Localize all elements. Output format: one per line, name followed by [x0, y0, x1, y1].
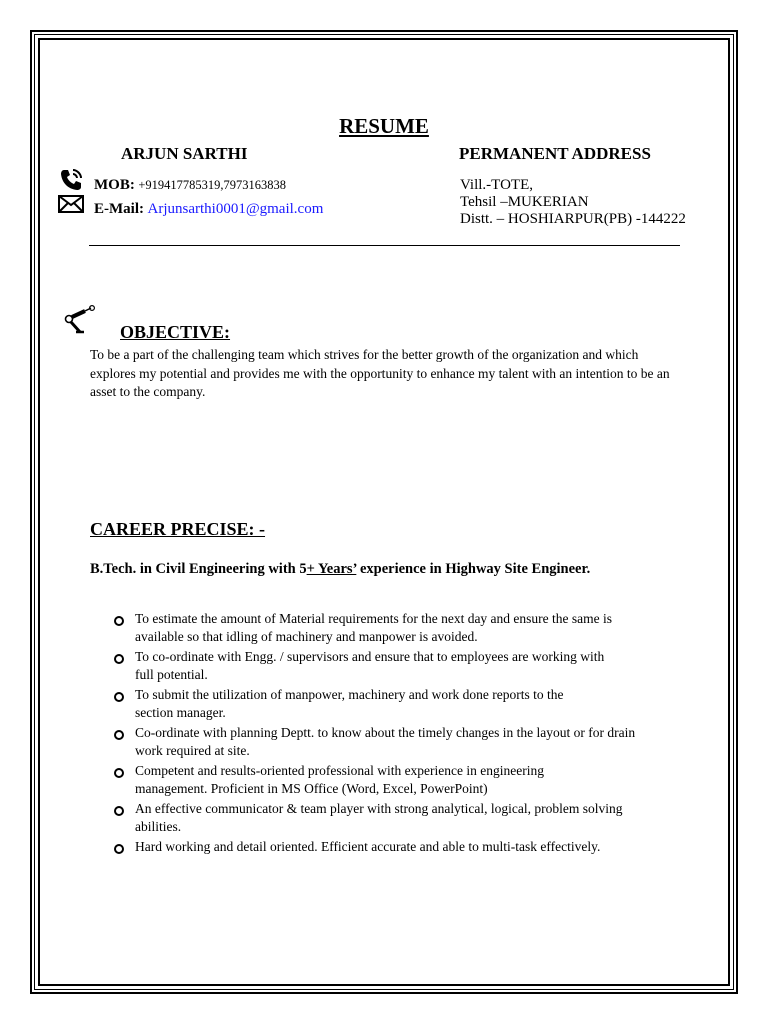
bullet-marker [114, 768, 124, 778]
mobile-value: +919417785319,7973163838 [138, 178, 287, 192]
address-line-2: Tehsil –MUKERIAN [460, 194, 589, 210]
list-item: Hard working and detail oriented. Efficient accurate and able to multi-task effectively. [135, 839, 601, 854]
bullet-marker [114, 654, 124, 664]
header-divider [89, 245, 680, 246]
mobile-line [94, 177, 286, 194]
address-line-1: Vill.-TOTE, [460, 177, 533, 193]
candidate-name: ARJUN SARTHI [121, 144, 248, 163]
career-summary-years: + Years’ [306, 561, 357, 577]
list-item: To submit the utilization of manpower, machinery and work done reports to the section manager. [135, 687, 564, 720]
career-summary-post: experience in Highway Site Engineer. [356, 561, 591, 577]
bullet-marker [114, 806, 124, 816]
objective-heading: OBJECTIVE: [120, 322, 231, 342]
envelope-icon [58, 195, 84, 213]
list-item: An effective communicator & team player with strong analytical, logical, problem solving abilities. [135, 801, 623, 834]
address-line-3: Distt. – HOSHIARPUR(PB) -144222 [460, 211, 686, 227]
resume-title: RESUME [339, 114, 429, 138]
phone-icon [58, 167, 84, 193]
bullet-marker [114, 616, 124, 626]
robot-arm-icon [63, 305, 97, 335]
career-summary-pre: B.Tech. in Civil Engineering with 5 [90, 561, 307, 577]
list-item: Competent and results-oriented professional with experience in engineering management. Proficient in MS Office (Word, Excel, PowerPoint) [135, 763, 544, 796]
email-line [94, 201, 323, 218]
email-link[interactable]: Arjunsarthi0001@gmail.com [147, 201, 324, 217]
bullet-marker [114, 730, 124, 740]
objective-text: To be a part of the challenging team which strives for the better growth of the organization and which explores my potential and provides me with the opportunity to enhance my talent with an intention to be an asset to the company. [90, 347, 670, 399]
address-heading: PERMANENT ADDRESS [459, 144, 651, 163]
email-label: E-Mail: [94, 201, 144, 217]
mobile-label: MOB: [94, 177, 135, 193]
bullet-marker [114, 692, 124, 702]
bullet-marker [114, 844, 124, 854]
career-heading: CAREER PRECISE: - [90, 519, 266, 539]
career-summary [90, 561, 590, 578]
list-item: To estimate the amount of Material requirements for the next day and ensure the same is available so that idling of machinery and manpower is avoided. [135, 611, 613, 644]
list-item: To co-ordinate with Engg. / supervisors and ensure that to employees are working with full potential. [135, 649, 605, 682]
list-item: Co-ordinate with planning Deptt. to know about the timely changes in the layout or for drain work required at site. [135, 725, 636, 758]
